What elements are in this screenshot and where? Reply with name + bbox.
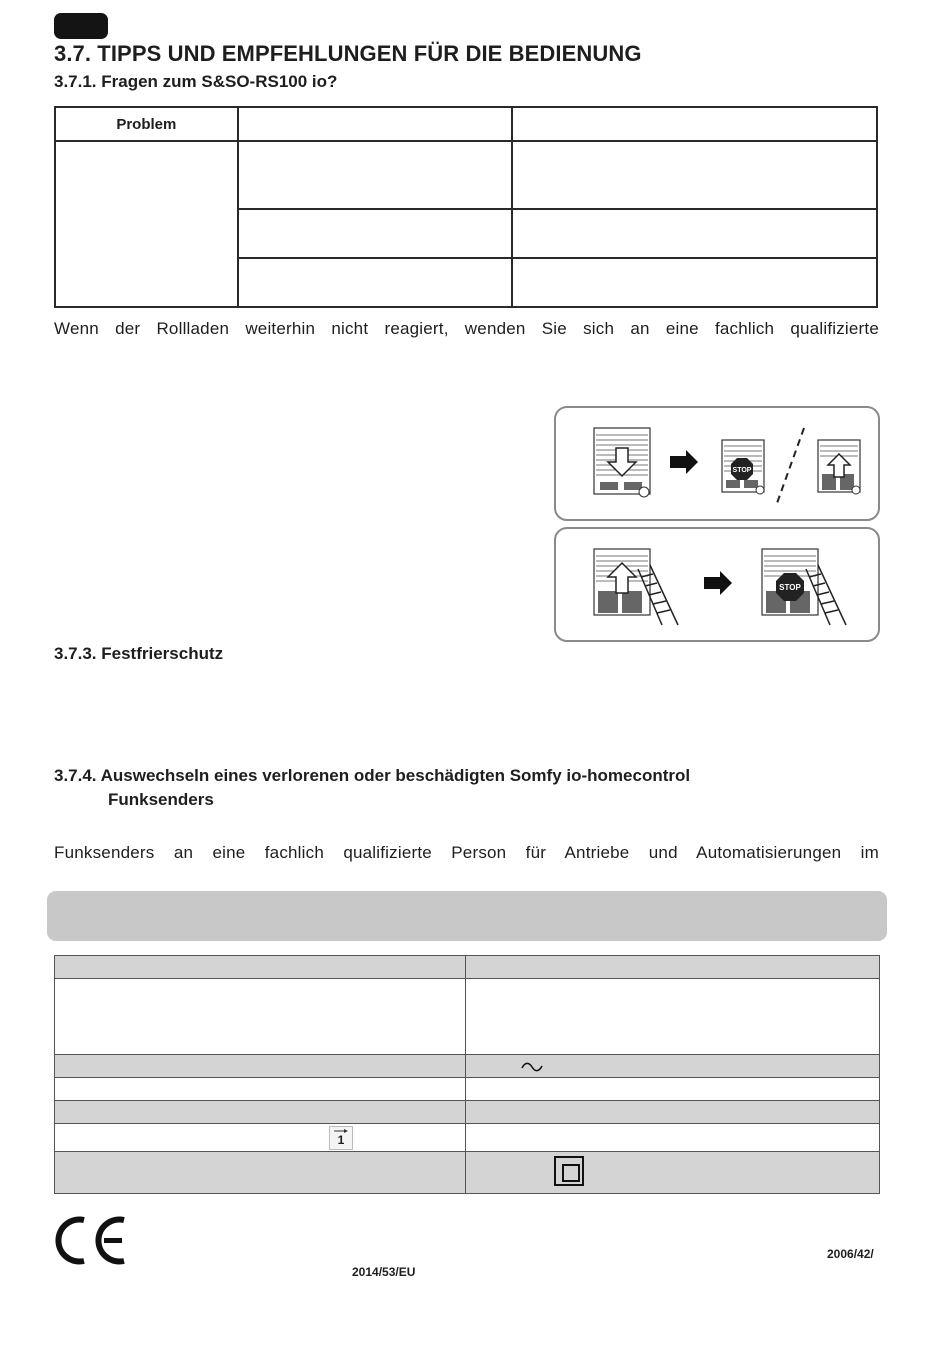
table-cell xyxy=(55,1101,466,1124)
table-cell xyxy=(465,1124,880,1152)
table-row xyxy=(55,1055,880,1078)
table-cell xyxy=(465,1078,880,1101)
table-row xyxy=(55,1152,880,1194)
illustration-obstacle-stop xyxy=(554,527,880,642)
shutter-stopped-obstacle xyxy=(762,549,846,625)
table-cell xyxy=(238,141,512,209)
table-row xyxy=(55,1101,880,1124)
table-header-row xyxy=(55,107,877,141)
arrow-right-icon xyxy=(704,571,732,595)
directive-reference: 2006/42/ xyxy=(827,1247,874,1261)
shutter-going-up xyxy=(818,440,860,494)
protection-class-ii-icon xyxy=(554,1156,584,1186)
paragraph-contact-installer: Wenn der Rollladen weiterhin nicht reagiert, wenden Sie sich an eine fachlich qualifizierte xyxy=(54,319,879,338)
table-cell xyxy=(55,1124,466,1152)
table-cell xyxy=(238,209,512,258)
problem-table xyxy=(54,106,878,308)
directive-reference: 2014/53/EU xyxy=(352,1265,416,1279)
shutter-going-up-obstacle xyxy=(594,549,678,625)
table-cell xyxy=(238,258,512,307)
ce-mark-icon xyxy=(54,1214,128,1267)
shutter-stopped xyxy=(722,440,764,494)
table-row xyxy=(55,141,877,209)
shutter-going-down xyxy=(594,428,650,497)
column-header-solution xyxy=(512,107,877,141)
table-row xyxy=(55,979,880,1055)
section-heading-3-7-1: 3.7.1. Fragen zum S&SO-RS100 io? xyxy=(54,72,338,91)
table-cell xyxy=(55,956,466,979)
table-cell xyxy=(55,1152,466,1194)
section-heading-3-7-4-continued: Funksenders xyxy=(108,790,214,809)
section-heading-3-7-4: 3.7.4. Auswechseln eines verlorenen oder beschädigten Somfy io-homecontrol xyxy=(54,766,691,785)
table-cell xyxy=(465,979,880,1055)
table-row xyxy=(55,956,880,979)
table-cell xyxy=(512,209,877,258)
section-heading-3-7-3: 3.7.3. Festfrierschutz xyxy=(54,644,224,663)
arrow-right-icon xyxy=(670,450,698,474)
table-row xyxy=(55,1124,880,1152)
column-header-cause xyxy=(238,107,512,141)
table-cell xyxy=(55,1078,466,1101)
ac-current-icon xyxy=(520,1061,544,1073)
column-header-problem: Problem xyxy=(55,107,238,141)
table-cell xyxy=(465,1101,880,1124)
table-cell xyxy=(55,979,466,1055)
stop-label: STOP xyxy=(779,583,801,592)
symbol-number: 1 xyxy=(337,1133,345,1147)
stop-label: STOP xyxy=(732,467,752,474)
paragraph-replace-transmitter: Funksenders an eine fachlich qualifizierte Person für Antriebe und Automatisierungen im xyxy=(54,843,879,862)
table-cell xyxy=(55,141,238,307)
table-cell xyxy=(512,258,877,307)
table-cell xyxy=(55,1055,466,1078)
shutter-illustration xyxy=(556,408,878,519)
table-row xyxy=(55,1078,880,1101)
section-banner xyxy=(47,891,887,941)
technical-data-table xyxy=(54,955,880,1194)
table-cell xyxy=(512,141,877,209)
table-cell xyxy=(465,956,880,979)
operating-mode-symbol xyxy=(329,1126,353,1150)
page-title: 3.7. TIPPS UND EMPFEHLUNGEN FÜR DIE BEDIENUNG xyxy=(54,41,642,66)
table-cell xyxy=(465,1152,880,1194)
language-tab xyxy=(54,13,108,39)
illustration-stop-sequence xyxy=(554,406,880,521)
table-cell xyxy=(465,1055,880,1078)
obstacle-illustration xyxy=(556,529,878,640)
arrow-right-icon xyxy=(333,1128,349,1134)
